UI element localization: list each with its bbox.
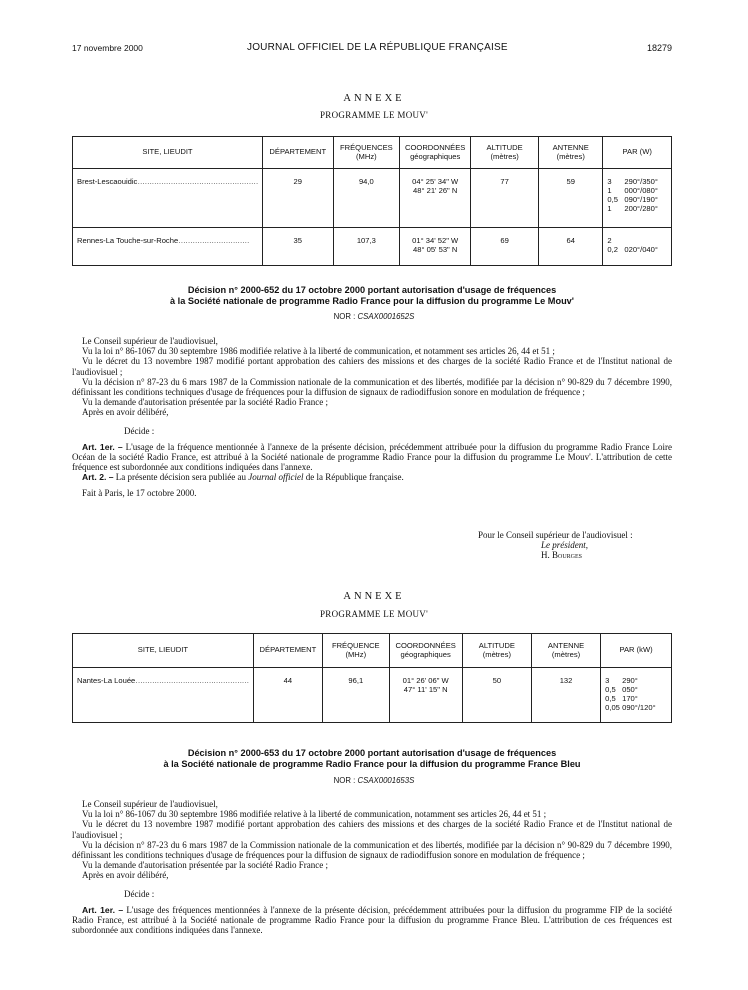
col-altitude: ALTITUDE (mètres) xyxy=(471,137,539,169)
article-1: Art. 1er. – L'usage de la fréquence mentionnée à l'annexe de la présente décision, précédemment attribuée pour la diffusion du programme Radio France Loire Océan de la société Radio France, est attribué à la Société nationale de programme Radio France pour la diffusion du programme Le Mouv'. L'attribution de cette fréquence est subordonnée aux conditions indiquées dans l'annexe. xyxy=(72,441,673,473)
paragraph: Après en avoir délibéré, xyxy=(82,407,169,418)
table-row xyxy=(73,228,672,266)
paragraph: Vu la décision n° 87-23 du 6 mars 1987 de la Commission nationale de la communication et des libertés, modifiée par la décision n° 90-829 du 7 décembre 1990, définissant les conditions techniques d'usage de fréquences pour la diffusion de signaux de radiodiffusion sonore en modulation de fréquence ; xyxy=(72,376,672,398)
paragraph: Après en avoir délibéré, xyxy=(82,870,169,881)
paragraph: Vu la demande d'autorisation présentée par la société Radio France ; xyxy=(82,397,328,408)
decide-line: Décide : xyxy=(124,425,155,436)
par-cell: 2 0,2 020°/040° xyxy=(603,228,672,266)
col-antenna: ANTENNE (mètres) xyxy=(531,634,600,668)
col-coordinates: COORDONNÉES géographiques xyxy=(400,137,471,169)
header-page-number: 18279 xyxy=(646,43,672,53)
coordinates-cell: 01° 34' 52" W 48° 05' 53" N xyxy=(400,228,471,266)
site-cell: Brest-Lescaouidic…………………………………………… xyxy=(73,169,263,228)
altitude-cell: 69 xyxy=(471,228,539,266)
col-site: SITE, LIEUDIT xyxy=(73,137,263,169)
antenna-cell: 132 xyxy=(531,668,600,723)
annex-1-subtitle: PROGRAMME LE MOUV' xyxy=(319,110,429,120)
page-header xyxy=(72,43,672,57)
col-department: DÉPARTEMENT xyxy=(253,634,322,668)
annex-2-table xyxy=(72,633,672,723)
par-cell: 3 290°/350° 1 000°/080° 0,5 090°/190° 1 200°/280° xyxy=(603,169,672,228)
antenna-cell: 59 xyxy=(539,169,603,228)
col-frequency: FRÉQUENCES (MHz) xyxy=(333,137,400,169)
paragraph: Le Conseil supérieur de l'audiovisuel, xyxy=(82,799,218,809)
decision-1-body xyxy=(72,336,672,498)
decision-1-title: Décision n° 2000-652 du 17 octobre 2000 portant autorisation d'usage de fréquences à la Société nationale de programme Radio France pour la diffusion du programme Le Mouv' xyxy=(170,285,574,306)
frequency-cell: 107,3 xyxy=(333,228,400,266)
paragraph: Vu le décret du 13 novembre 1987 modifié portant approbation des cahiers des missions et des charges de la société Radio France et de l'Institut national de l'audiovisuel ; xyxy=(72,819,672,840)
paragraph: Vu la décision n° 87-23 du 6 mars 1987 de la Commission nationale de la communication et des libertés, modifiée par la décision n° 90-829 du 7 décembre 1990, définissant les conditions techniques d'usage de fréquences pour la diffusion de signaux de radiodiffusion sonore en modulation de fréquence ; xyxy=(72,839,672,861)
department-cell: 29 xyxy=(262,169,333,228)
article-1: Art. 1er. – L'usage des fréquences mentionnées à l'annexe de la présente décision, précédemment attribuées pour la diffusion du programme FIP de la société Radio France, est attribué à la Société nationale de programme Radio France pour la diffusion du programme France Bleu. L'attribution de ces fréquences est subordonnée aux conditions indiquées dans l'annexe. xyxy=(72,904,672,936)
annex-1-title: ANNEXE xyxy=(343,93,405,104)
altitude-cell: 50 xyxy=(462,668,531,723)
signing-place-date: Fait à Paris, le 17 octobre 2000. xyxy=(82,487,197,498)
col-altitude: ALTITUDE (mètres) xyxy=(462,634,531,668)
paragraph: Vu la loi n° 86-1067 du 30 septembre 1986 modifiée relative à la liberté de communication, notamment ses articles 26, 44 et 51 ; xyxy=(82,809,547,820)
site-cell: Nantes-La Louée………………………………………… xyxy=(73,668,254,723)
decide-line: Décide : xyxy=(124,888,155,899)
annex-2-subtitle: PROGRAMME LE MOUV' xyxy=(319,609,429,619)
header-journal-title: JOURNAL OFFICIEL DE LA RÉPUBLIQUE FRANÇAISE xyxy=(247,42,508,53)
decision-1-nor: NOR : CSAX0001652S xyxy=(333,312,415,321)
paragraph: Le Conseil supérieur de l'audiovisuel, xyxy=(82,336,218,346)
decision-2-nor: NOR : CSAX0001653S xyxy=(333,776,415,785)
col-coordinates: COORDONNÉES géographiques xyxy=(389,634,462,668)
par-cell: 3 290° 0,5 050° 0,5 170° 0,05 090°/120° xyxy=(601,668,672,723)
coordinates-cell: 01° 26' 06" W 47° 11' 15" N xyxy=(389,668,462,723)
department-cell: 35 xyxy=(262,228,333,266)
table-row xyxy=(73,169,672,228)
frequency-cell: 96,1 xyxy=(323,668,390,723)
col-par: PAR (kW) xyxy=(601,634,672,668)
decision-1-signature: Pour le Conseil supérieur de l'audiovisuel : Le président, H. Bourges xyxy=(478,530,633,560)
frequency-cell: 94,0 xyxy=(333,169,400,228)
decision-2-body xyxy=(72,799,672,935)
col-site: SITE, LIEUDIT xyxy=(73,634,254,668)
decision-2-title: Décision n° 2000-653 du 17 octobre 2000 portant autorisation d'usage de fréquences à la Société nationale de programme Radio France pour la diffusion du programme France Bleu xyxy=(163,748,581,769)
annex-1-table xyxy=(72,136,672,266)
col-department: DÉPARTEMENT xyxy=(262,137,333,169)
article-2: Art. 2. – La présente décision sera publiée au Journal officiel de la République française. xyxy=(82,472,404,483)
col-antenna: ANTENNE (mètres) xyxy=(539,137,603,169)
altitude-cell: 77 xyxy=(471,169,539,228)
coordinates-cell: 04° 25' 34" W 48° 21' 26" N xyxy=(400,169,471,228)
site-cell: Rennes-La Touche-sur-Roche………………………… xyxy=(73,228,263,266)
col-frequency: FRÉQUENCE (MHz) xyxy=(323,634,390,668)
paragraph: Vu la demande d'autorisation présentée par la société Radio France ; xyxy=(82,860,328,871)
paragraph: Vu la loi n° 86-1067 du 30 septembre 1986 modifiée relative à la liberté de communication, et notamment ses articles 26, 44 et 51 ; xyxy=(82,346,555,357)
table-header-row xyxy=(73,634,672,668)
table-row xyxy=(73,668,672,723)
annex-2-title: ANNEXE xyxy=(343,591,405,602)
header-date: 17 novembre 2000 xyxy=(72,43,143,53)
paragraph: Vu le décret du 13 novembre 1987 modifié portant approbation des cahiers des missions et des charges de la société Radio France et de l'Institut national de l'audiovisuel ; xyxy=(72,356,672,377)
antenna-cell: 64 xyxy=(539,228,603,266)
col-par: PAR (W) xyxy=(603,137,672,169)
table-header-row xyxy=(73,137,672,169)
department-cell: 44 xyxy=(253,668,322,723)
